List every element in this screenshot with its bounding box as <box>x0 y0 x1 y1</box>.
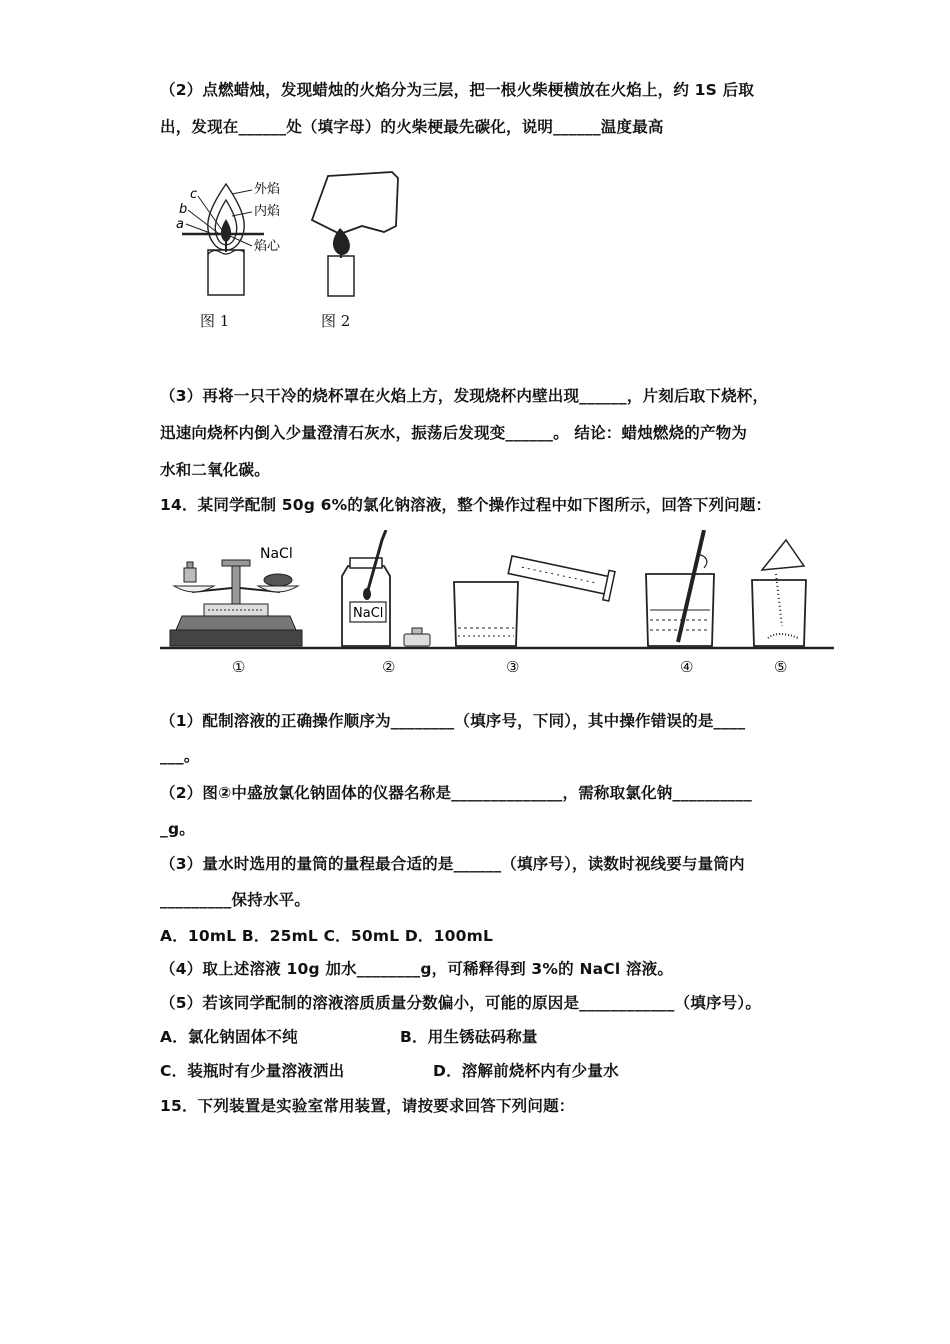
letter-b: b <box>179 202 188 217</box>
q14-sub3-options: A．10mL B．25mL C．50mL D．100mL <box>160 927 494 945</box>
label-inner-flame: 内焰 <box>254 204 281 219</box>
letter-c: c <box>190 187 198 202</box>
q14-sub5-option-b: B．用生锈砝码称量 <box>400 1028 538 1046</box>
beaker-over-candle-figure <box>300 168 420 300</box>
figure1-caption: 图 1 <box>200 312 230 330</box>
q14-sub2-line1: （2）图②中盛放氯化钠固体的仪器名称是______________，需称取氯化钠__________ <box>160 784 752 802</box>
figure2-caption: 图 2 <box>321 312 351 330</box>
label-flame-core: 焰心 <box>254 239 281 254</box>
caption-4: ④ <box>680 658 694 676</box>
q14-sub5-option-d: D．溶解前烧杯内有少量水 <box>433 1062 619 1080</box>
q14-sub5: （5）若该同学配制的溶液溶质质量分数偏小，可能的原因是____________（填序号）。 <box>160 994 762 1012</box>
q15-stem: 15．下列装置是实验室常用装置，请按要求回答下列问题： <box>160 1097 575 1115</box>
caption-1: ① <box>232 658 246 676</box>
q14-sub2-line2: _g。 <box>160 820 195 838</box>
cylinder-pouring-figure <box>454 550 615 646</box>
q14-sub5-option-c: C．装瓶时有少量溶液洒出 <box>160 1062 345 1080</box>
bottle-nacl-label: NaCl <box>353 606 384 621</box>
balance-nacl-label: NaCl <box>260 546 293 562</box>
label-outer-flame: 外焰 <box>254 182 281 197</box>
caption-3: ③ <box>506 658 520 676</box>
reagent-bottle-figure <box>342 530 430 646</box>
letter-a: a <box>176 217 184 232</box>
q14-sub3-line1: （3）量水时选用的量筒的量程最合适的是______（填序号），读数时视线要与量筒内 <box>160 855 745 873</box>
stirring-beaker-figure <box>646 530 714 646</box>
q14-sub4: （4）取上述溶液 10g 加水________g，可稀释得到 3%的 NaCl 溶液。 <box>160 960 674 978</box>
powder-beaker-figure <box>752 540 806 646</box>
q13-part3-line3: 水和二氧化碳。 <box>160 461 270 479</box>
solution-prep-figures <box>158 530 838 655</box>
candle-flame-figure <box>168 170 298 300</box>
q13-part2-line2: 出，发现在______处（填字母）的火柴梗最先碳化，说明______温度最高 <box>160 118 664 136</box>
q14-sub1-line2: ___。 <box>160 747 200 765</box>
caption-2: ② <box>382 658 396 676</box>
balance-figure <box>170 546 302 646</box>
q13-part3-line2: 迅速向烧杯内倒入少量澄清石灰水，振荡后发现变______。 结论：蜡烛燃烧的产物为 <box>160 424 748 442</box>
q14-stem: 14．某同学配制 50g 6%的氯化钠溶液，整个操作过程中如下图所示，回答下列问题： <box>160 496 772 514</box>
caption-5: ⑤ <box>774 658 788 676</box>
q14-sub3-line2: _________保持水平。 <box>160 891 311 909</box>
q13-part3-line1: （3）再将一只干冷的烧杯罩在火焰上方，发现烧杯内壁出现______，片刻后取下烧杯， <box>160 387 769 405</box>
q13-part2-line1: （2）点燃蜡烛，发现蜡烛的火焰分为三层，把一根火柴梗横放在火焰上，约 1S 后取 <box>160 81 755 99</box>
q14-sub1-line1: （1）配制溶液的正确操作顺序为________（填序号，下同），其中操作错误的是____ <box>160 712 746 730</box>
q14-sub5-option-a: A．氯化钠固体不纯 <box>160 1028 298 1046</box>
